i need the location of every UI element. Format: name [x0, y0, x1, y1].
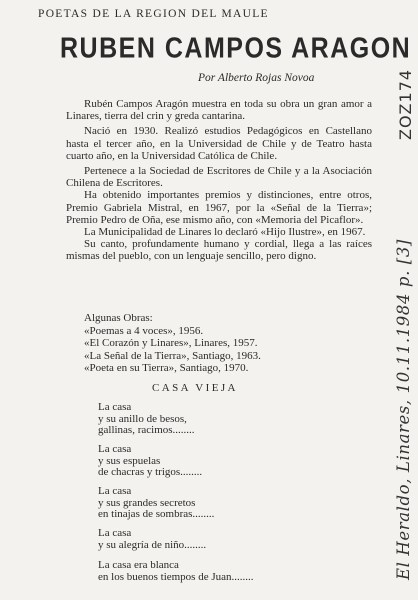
works-item: «Poeta en su Tierra», Santiago, 1970. — [84, 362, 249, 375]
poem-stanza — [98, 486, 214, 521]
article-body — [66, 98, 372, 263]
handwritten-catalog-code: ZOZ174 — [396, 68, 415, 140]
handwritten-source-note: El Heraldo, Linares, 10.11.1984 p. [3] — [394, 239, 413, 580]
poem-line: La casa — [98, 485, 132, 497]
poem-stanza — [98, 560, 254, 583]
poem-stanza — [98, 402, 195, 437]
section-header: POETAS DE LA REGION DEL MAULE — [38, 8, 269, 20]
paragraph: Pertenece a la Sociedad de Escritores de Chile y a la Asociación Chilena de Escritores. — [66, 165, 372, 190]
works-item: «Poemas a 4 voces», 1956. — [84, 324, 204, 337]
poem-line: y su anillo de besos, — [98, 412, 187, 425]
paragraph: Ha obtenido importantes premios y distinciones, entre otros, Premio Gabriela Mistral, en 1967, por la «Señal de la Tierra»; Premio Pedro de Oña, ese mismo año, con «Memoria del Picaflor». — [66, 189, 372, 226]
poem-line: y sus espuelas — [98, 454, 161, 467]
poem-line: La casa — [98, 443, 132, 455]
paragraph: La Municipalidad de Linares lo declaró «Hijo Ilustre», en 1967. — [84, 226, 366, 239]
poem-line: La casa — [98, 401, 132, 413]
works-heading: Algunas Obras: — [84, 312, 153, 324]
paragraph: Su canto, profundamente humano y cordial, llega a las raíces mismas del pueblo, con un lenguaje sencillo, pero digno. — [66, 238, 372, 263]
poem-line: en los buenos tiempos de Juan........ — [98, 570, 254, 583]
poem-line: en tinajas de sombras........ — [98, 508, 215, 521]
poem-line: gallinas, racimos........ — [98, 424, 195, 437]
poem-line: La casa era blanca — [98, 559, 179, 571]
works-list — [84, 312, 261, 375]
poem-line: y sus grandes secretos — [98, 496, 196, 509]
poem-title: CASA VIEJA — [152, 382, 238, 394]
poem-line: y su alegría de niño........ — [98, 538, 207, 551]
poem-stanza — [98, 528, 206, 551]
article-title: RUBEN CAMPOS ARAGON — [60, 32, 412, 65]
byline: Por Alberto Rojas Novoa — [198, 72, 315, 84]
poem-line: de chacras y trigos........ — [98, 466, 203, 479]
poem-stanza — [98, 444, 202, 479]
works-item: «El Corazón y Linares», Linares, 1957. — [84, 337, 258, 350]
works-item: «La Señal de la Tierra», Santiago, 1963. — [84, 349, 261, 362]
paragraph: Rubén Campos Aragón muestra en toda su obra un gran amor a Linares, tierra del crin y greda cantarina. — [66, 98, 372, 123]
paragraph: Nació en 1930. Realizó estudios Pedagógicos en Castellano hasta el tercer año, en la Universidad de Chile y de Teatro hasta cuarto año, en la Universidad Católica de Chile. — [66, 125, 372, 162]
poem-line: La casa — [98, 527, 132, 539]
